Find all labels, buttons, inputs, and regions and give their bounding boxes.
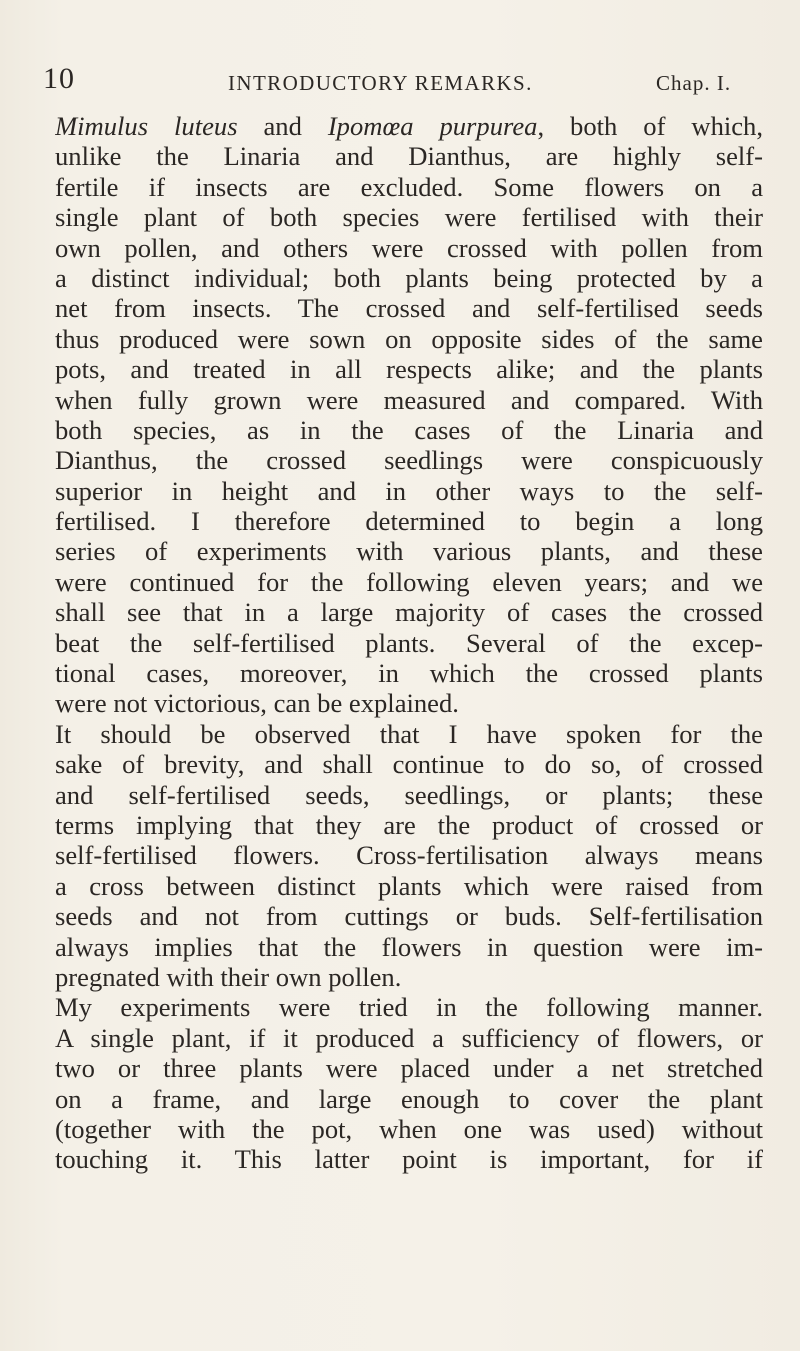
text-run: beat the self-fertilised plants. Several of the excep-	[55, 627, 763, 658]
running-title: INTRODUCTORY REMARKS.	[228, 71, 533, 95]
text-line	[55, 202, 763, 232]
text-line	[55, 901, 763, 931]
text-line	[55, 567, 763, 597]
text-run: shall see that in a large majority of cases the crossed	[55, 597, 763, 628]
text-run: superior in height and in other ways to the self-	[55, 475, 763, 506]
text-run: fertile if insects are excluded. Some flowers on a	[55, 171, 763, 202]
text-line	[55, 385, 763, 415]
page-number: 10	[43, 62, 75, 95]
text-line	[55, 445, 763, 475]
text-line	[55, 840, 763, 870]
text-line	[55, 263, 763, 293]
text-line	[55, 871, 763, 901]
body-text	[55, 111, 763, 1175]
text-line	[55, 233, 763, 263]
text-line	[55, 628, 763, 658]
text-run: sake of brevity, and shall continue to do so, of crossed	[55, 749, 763, 780]
text-run: unlike the Linaria and Dianthus, are highly self-	[55, 141, 763, 172]
text-line	[55, 476, 763, 506]
text-line	[55, 810, 763, 840]
text-run: on a frame, and large enough to cover the plant	[55, 1083, 763, 1114]
italic-text: Mimulus luteus	[55, 111, 238, 141]
text-line	[55, 932, 763, 962]
text-line	[55, 1114, 763, 1144]
text-line	[55, 749, 763, 779]
text-run: both species, as in the cases of the Linaria and	[55, 414, 763, 445]
text-line	[55, 719, 763, 749]
text-line	[55, 172, 763, 202]
running-head	[43, 62, 763, 102]
text-line	[55, 415, 763, 445]
text-run: pots, and treated in all respects alike; and the plants	[55, 354, 763, 385]
text-line	[55, 111, 763, 141]
paragraph	[55, 992, 763, 1174]
text-run: a distinct individual; both plants being protected by a	[55, 262, 763, 293]
text-line	[55, 354, 763, 384]
text-line	[55, 506, 763, 536]
text-run: always implies that the flowers in question were im-	[55, 931, 763, 962]
text-line	[55, 1144, 763, 1174]
text-run: were not victorious, can be explained.	[55, 688, 459, 719]
text-run: net from insects. The crossed and self-fertilised seeds	[55, 293, 763, 324]
text-line	[55, 141, 763, 171]
text-run: , both of which,	[537, 111, 763, 141]
text-run: terms implying that they are the product of crossed or	[55, 809, 763, 840]
text-line	[55, 780, 763, 810]
text-run: when fully grown were measured and compared. With	[55, 384, 763, 415]
text-line	[55, 1053, 763, 1083]
text-run: were continued for the following eleven years; and we	[55, 566, 763, 597]
text-line	[55, 324, 763, 354]
text-line	[55, 536, 763, 566]
chapter-label: Chap. I.	[656, 71, 732, 95]
text-run: touching it. This latter point is important, for if	[55, 1144, 763, 1175]
paragraph	[55, 719, 763, 993]
text-run: and	[237, 111, 328, 141]
text-run: pregnated with their own pollen.	[55, 961, 402, 992]
text-line	[55, 962, 763, 992]
text-run: thus produced were sown on opposite sides of the same	[55, 323, 763, 354]
text-run: seeds and not from cuttings or buds. Self-fertilisation	[55, 901, 763, 932]
text-run: tional cases, moreover, in which the crossed plants	[55, 658, 763, 689]
text-run: own pollen, and others were crossed with pollen from	[55, 232, 763, 263]
text-run: single plant of both species were fertilised with their	[55, 202, 763, 233]
paragraph	[55, 111, 763, 719]
text-run: It should be observed that I have spoken for the	[55, 718, 763, 749]
text-run: fertilised. I therefore determined to begin a long	[55, 506, 763, 537]
text-line	[55, 688, 763, 718]
text-run: My experiments were tried in the following manner.	[55, 992, 763, 1023]
text-run: a cross between distinct plants which were raised from	[55, 870, 763, 901]
text-run: self-fertilised flowers. Cross-fertilisation always means	[55, 840, 763, 871]
italic-text: Ipomœa purpurea	[327, 111, 538, 141]
text-line	[55, 597, 763, 627]
text-line	[55, 1084, 763, 1114]
text-run: Dianthus, the crossed seedlings were conspicuously	[55, 445, 763, 476]
text-run: (together with the pot, when one was used) without	[55, 1113, 763, 1144]
text-line	[55, 658, 763, 688]
text-run: series of experiments with various plants, and these	[55, 536, 763, 567]
text-run: and self-fertilised seeds, seedlings, or plants; these	[55, 779, 763, 810]
text-line	[55, 1023, 763, 1053]
text-run: two or three plants were placed under a net stretched	[55, 1053, 763, 1084]
text-line	[55, 293, 763, 323]
text-run: A single plant, if it produced a sufficiency of flowers, or	[55, 1022, 763, 1053]
text-line	[55, 992, 763, 1022]
